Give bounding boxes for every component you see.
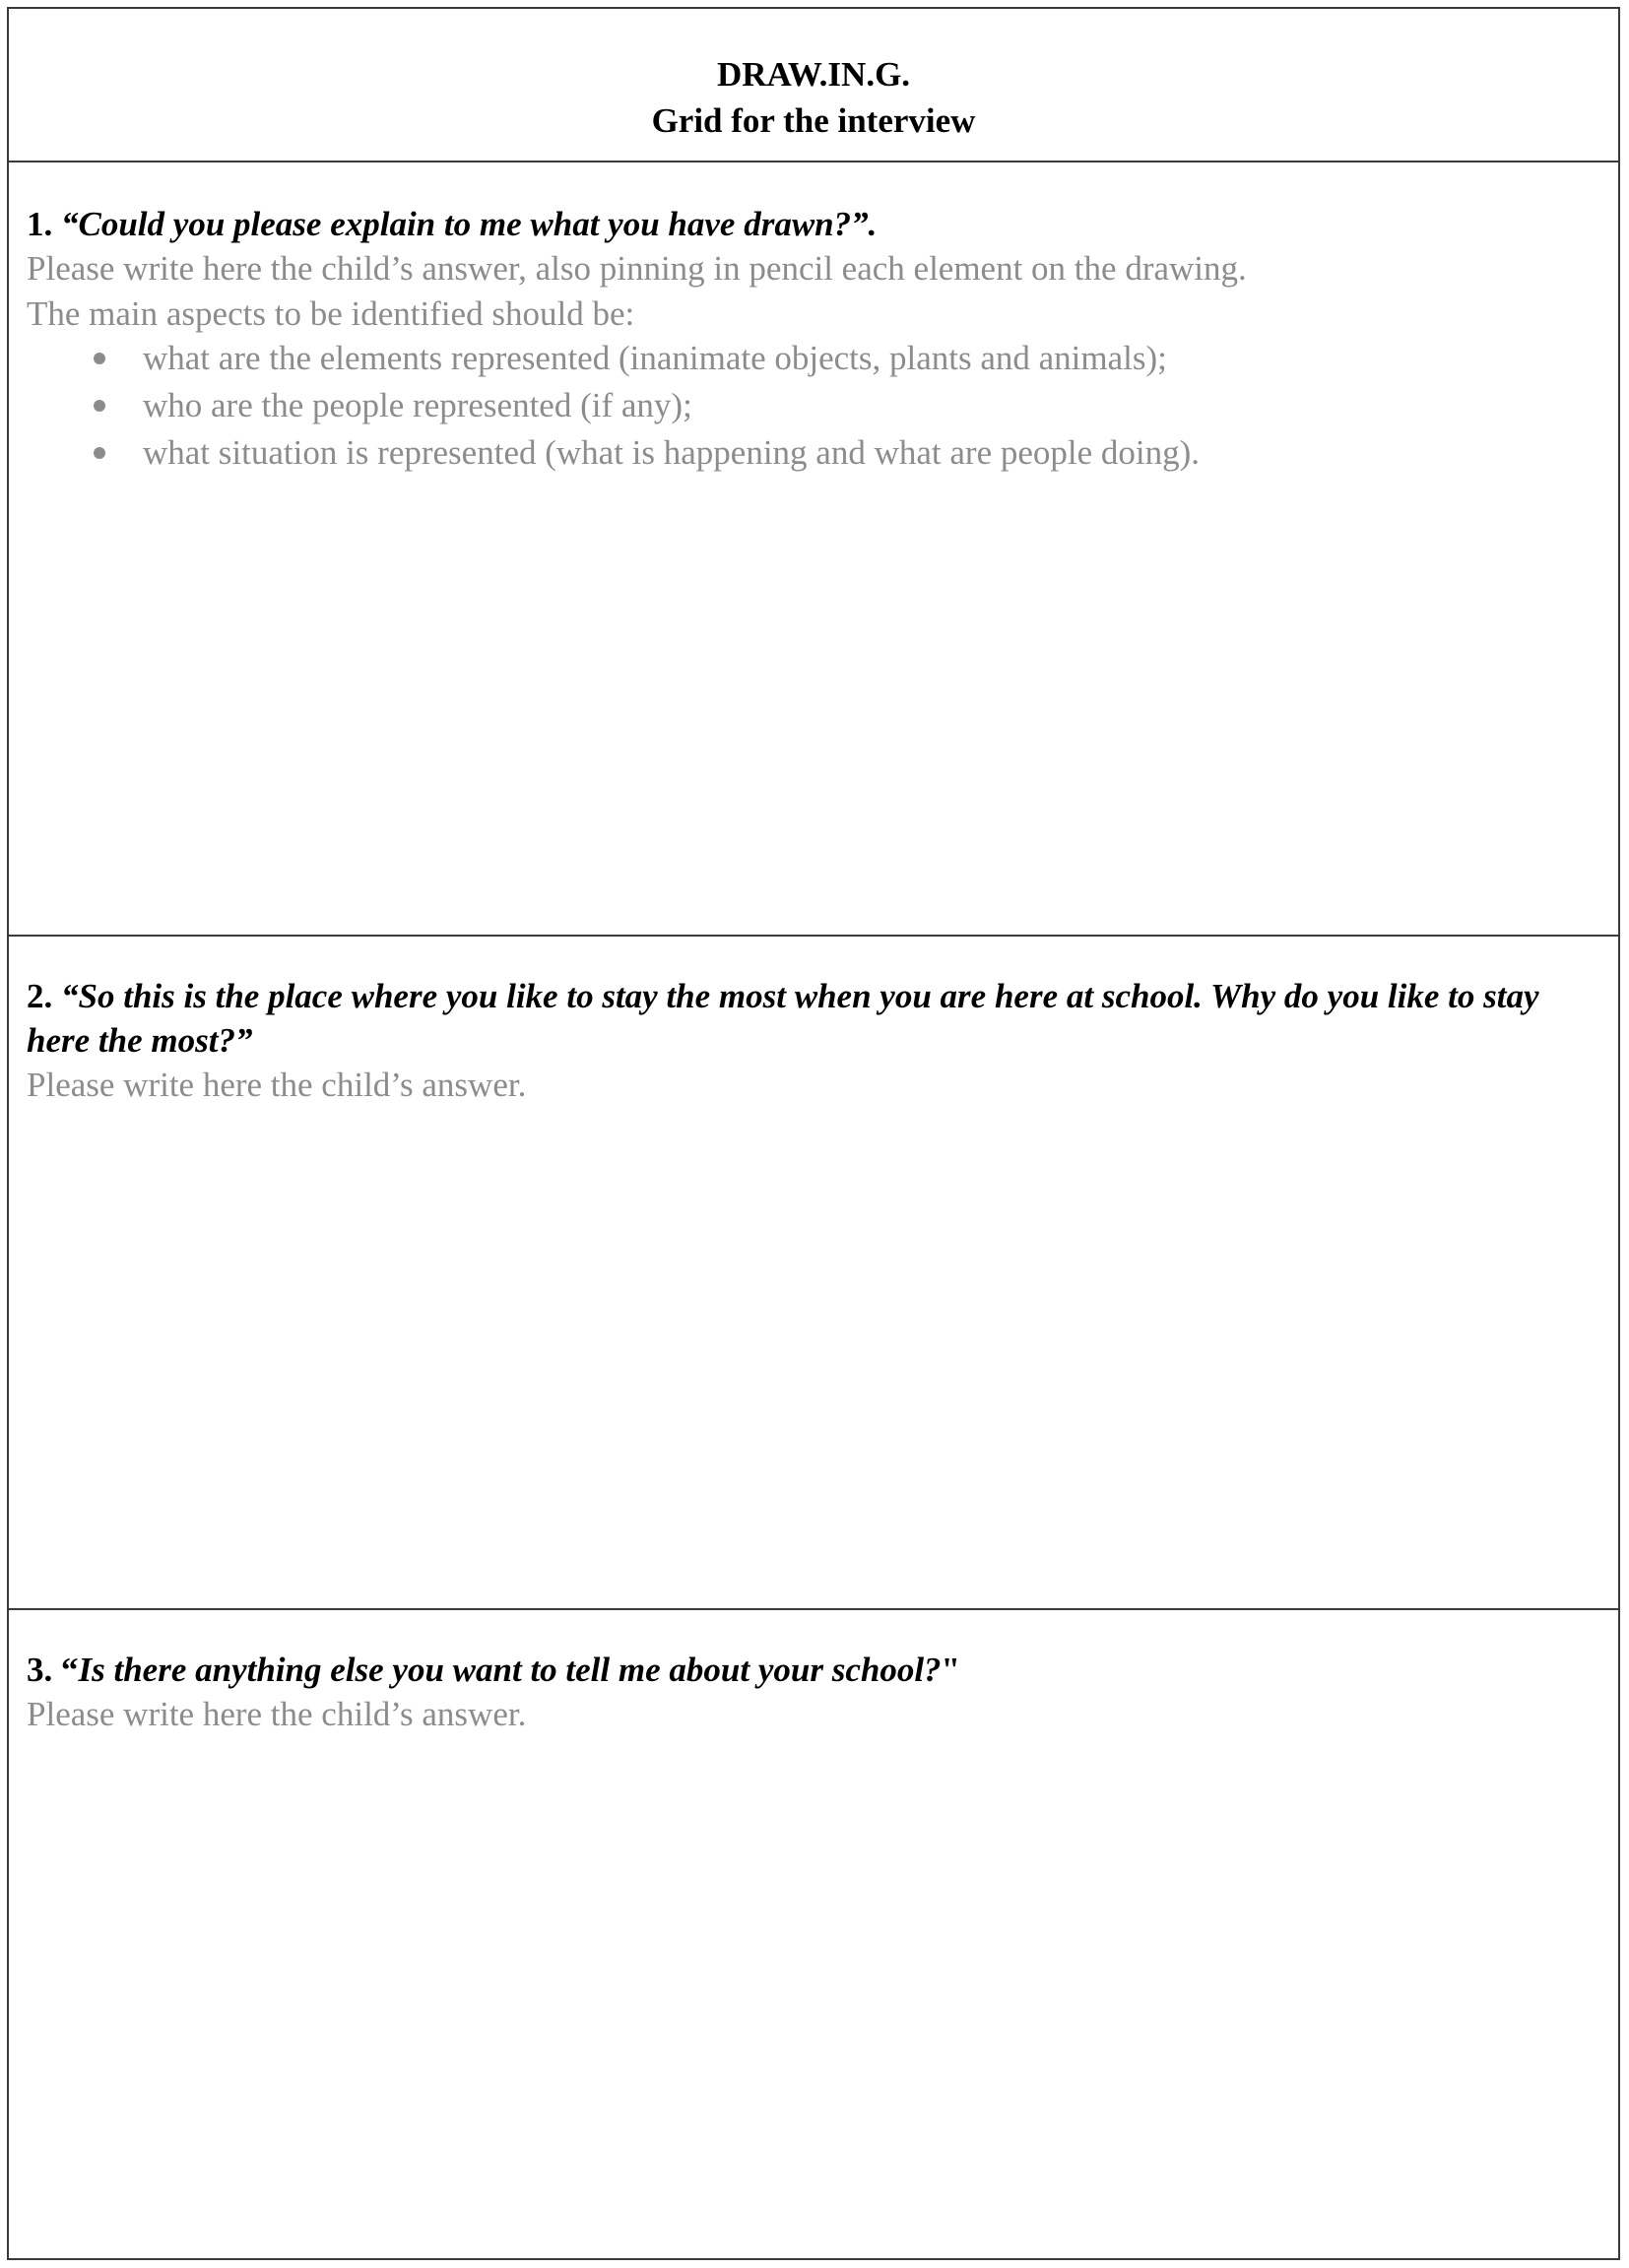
aspects-list	[9, 335, 1579, 477]
document-subtitle: Grid for the interview	[651, 101, 976, 140]
question-1	[27, 202, 1579, 246]
question-2	[27, 974, 1579, 1063]
header-cell	[9, 9, 1618, 161]
question-1-cell	[9, 161, 1618, 935]
bullet-icon	[94, 353, 105, 364]
question-3-open-quote: “	[61, 1651, 79, 1689]
question-1-text: “Could you please explain to me what you have drawn?”.	[61, 205, 878, 243]
question-1-hint-answer: Please write here the child’s answer, also pinning in pencil each element on the drawing.	[27, 249, 1247, 288]
question-1-hint-aspects: The main aspects to be identified should be:	[27, 294, 635, 333]
question-3-number: 3.	[27, 1651, 53, 1689]
question-2-text: “So this is the place where you like to stay the most when you are here at school. Why do you like to stay here the most?”	[27, 977, 1539, 1060]
question-3-text: Is there anything else you want to tell me about your school?	[78, 1651, 942, 1689]
document-title: DRAW.IN.G.	[716, 55, 911, 94]
question-3	[27, 1648, 1579, 1692]
question-3-hint-answer: Please write here the child’s answer.	[27, 1695, 527, 1733]
question-2-cell	[9, 935, 1618, 1608]
question-2-number: 2.	[27, 977, 53, 1015]
list-item: what situation is represented (what is happening and what are people doing).	[9, 429, 1579, 477]
interview-grid-table	[7, 7, 1620, 2260]
bullet-icon	[94, 447, 105, 459]
bullet-icon	[94, 400, 105, 412]
question-2-hint-answer: Please write here the child’s answer.	[27, 1066, 527, 1104]
list-item: what are the elements represented (inanimate objects, plants and animals);	[9, 335, 1579, 382]
list-item: who are the people represented (if any);	[9, 382, 1579, 429]
question-3-cell	[9, 1608, 1618, 2262]
question-1-number: 1.	[27, 205, 53, 243]
question-3-close-quote: "	[941, 1651, 960, 1689]
